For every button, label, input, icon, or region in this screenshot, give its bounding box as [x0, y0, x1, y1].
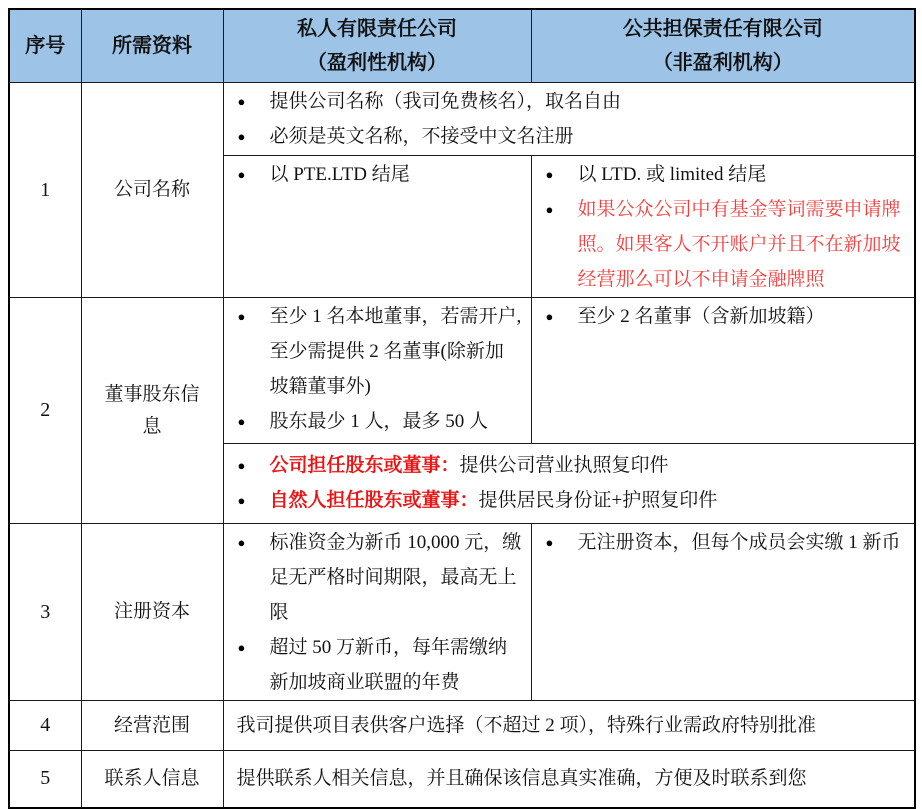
- header-private-company: [223, 9, 531, 83]
- header-materials: [81, 9, 223, 83]
- row5: [9, 751, 915, 808]
- table-header-row: [9, 9, 915, 83]
- header-private-line2: （盈利性机构）: [307, 52, 447, 74]
- header-public-company: [531, 9, 915, 83]
- row2-public-cell: [531, 298, 915, 444]
- list-item-text: [270, 448, 907, 483]
- list-item-emphasis: 自然人担任股东或董事：: [269, 490, 479, 511]
- bullet-icon: ●: [545, 167, 554, 182]
- bullet-icon: ●: [545, 202, 554, 217]
- list-item: [224, 448, 907, 483]
- list-item-text: 股东最少 1 人，最多 50 人: [269, 411, 489, 432]
- row4-label: 经营范围: [81, 701, 223, 751]
- list-item-text: [270, 483, 907, 518]
- bullet-icon: ●: [237, 309, 246, 324]
- row5-label: 联系人信息: [81, 751, 223, 808]
- bullet-icon: ●: [237, 493, 246, 508]
- list-item: [224, 299, 523, 404]
- row1-top: [9, 83, 915, 156]
- bullet-icon: ●: [237, 94, 246, 109]
- list-item-emphasis: 公司担任股东或董事：: [269, 455, 460, 476]
- list-item: [532, 525, 907, 560]
- list-item: [224, 119, 907, 154]
- list-item: [224, 404, 523, 439]
- row5-serial: 5: [9, 751, 81, 808]
- bullet-icon: ●: [237, 129, 246, 144]
- bullet-icon: ●: [237, 535, 246, 550]
- list-item: [532, 157, 907, 192]
- header-public-line2: （非盈利机构）: [652, 52, 793, 74]
- list-item: [224, 84, 907, 119]
- list-item-detail: 提供居民身份证+护照复印件: [478, 490, 718, 511]
- row1-label: 公司名称: [81, 83, 223, 298]
- row1-public-cell: [531, 156, 915, 298]
- row4: [9, 701, 915, 751]
- list-item-text: 必须是英文名称，不接受中文名注册: [269, 126, 574, 147]
- row4-content: 我司提供项目表供客户选择（不超过 2 项），特殊行业需政府特别批准: [223, 701, 915, 751]
- header-public-line1: 公共担保责任有限公司: [622, 18, 823, 40]
- list-item: [224, 157, 523, 192]
- row3: [9, 524, 915, 701]
- header-serial-label: 序号: [25, 35, 66, 57]
- list-item-text: 提供公司名称（我司免费核名），取名自由: [269, 91, 622, 112]
- list-item-text: 以 LTD. 或 limited 结尾: [577, 164, 767, 185]
- list-item-text: 至少 1 名本地董事，若需开户,至少需提供 2 名董事(除新加坡籍董事外): [269, 306, 522, 397]
- bullet-icon: ●: [237, 414, 246, 429]
- list-item: [532, 192, 907, 297]
- row1-serial: 1: [9, 83, 81, 298]
- list-item-text-warning: 如果公众公司中有基金等词需要申请牌照。如果客人不开账户并且不在新加坡经营那么可以不申请金融牌照: [577, 199, 901, 290]
- header-serial: [9, 9, 81, 83]
- bullet-icon: ●: [237, 640, 246, 655]
- list-item: [224, 630, 523, 700]
- row2-private-cell: [223, 298, 531, 444]
- list-item-text: 标准资金为新币 10,000 元，缴足无严格时间期限，最高无上限: [269, 532, 522, 623]
- bullet-icon: ●: [237, 458, 246, 473]
- list-item-text: 无注册资本，但每个成员会实缴 1 新币: [577, 532, 901, 553]
- list-item-detail: 提供公司营业执照复印件: [459, 455, 669, 476]
- row3-public-cell: [531, 524, 915, 701]
- bullet-icon: ●: [545, 309, 554, 324]
- requirements-table: [8, 8, 916, 809]
- row3-serial: 3: [9, 524, 81, 701]
- list-item: [224, 525, 523, 630]
- header-materials-label: 所需资料: [112, 35, 192, 57]
- list-item-text: 以 PTE.LTD 结尾: [269, 164, 410, 185]
- row3-label: 注册资本: [81, 524, 223, 701]
- header-private-line1: 私人有限责任公司: [297, 18, 457, 40]
- row4-serial: 4: [9, 701, 81, 751]
- row2-label: 董事股东信息: [81, 298, 223, 524]
- row5-content: 提供联系人相关信息，并且确保该信息真实准确，方便及时联系到您: [223, 751, 915, 808]
- row1-shared-cell: [223, 83, 915, 156]
- row3-private-cell: [223, 524, 531, 701]
- row2-shared-cell: [223, 444, 915, 524]
- list-item-text: 至少 2 名董事（含新加坡籍）: [577, 306, 825, 327]
- list-item-text: 超过 50 万新币，每年需缴纳新加坡商业联盟的年费: [269, 637, 508, 693]
- list-item: [532, 299, 907, 334]
- bullet-icon: ●: [237, 167, 246, 182]
- bullet-icon: ●: [545, 535, 554, 550]
- row2-serial: 2: [9, 298, 81, 524]
- row1-private-cell: [223, 156, 531, 298]
- list-item: [224, 483, 907, 518]
- row2-top: [9, 298, 915, 444]
